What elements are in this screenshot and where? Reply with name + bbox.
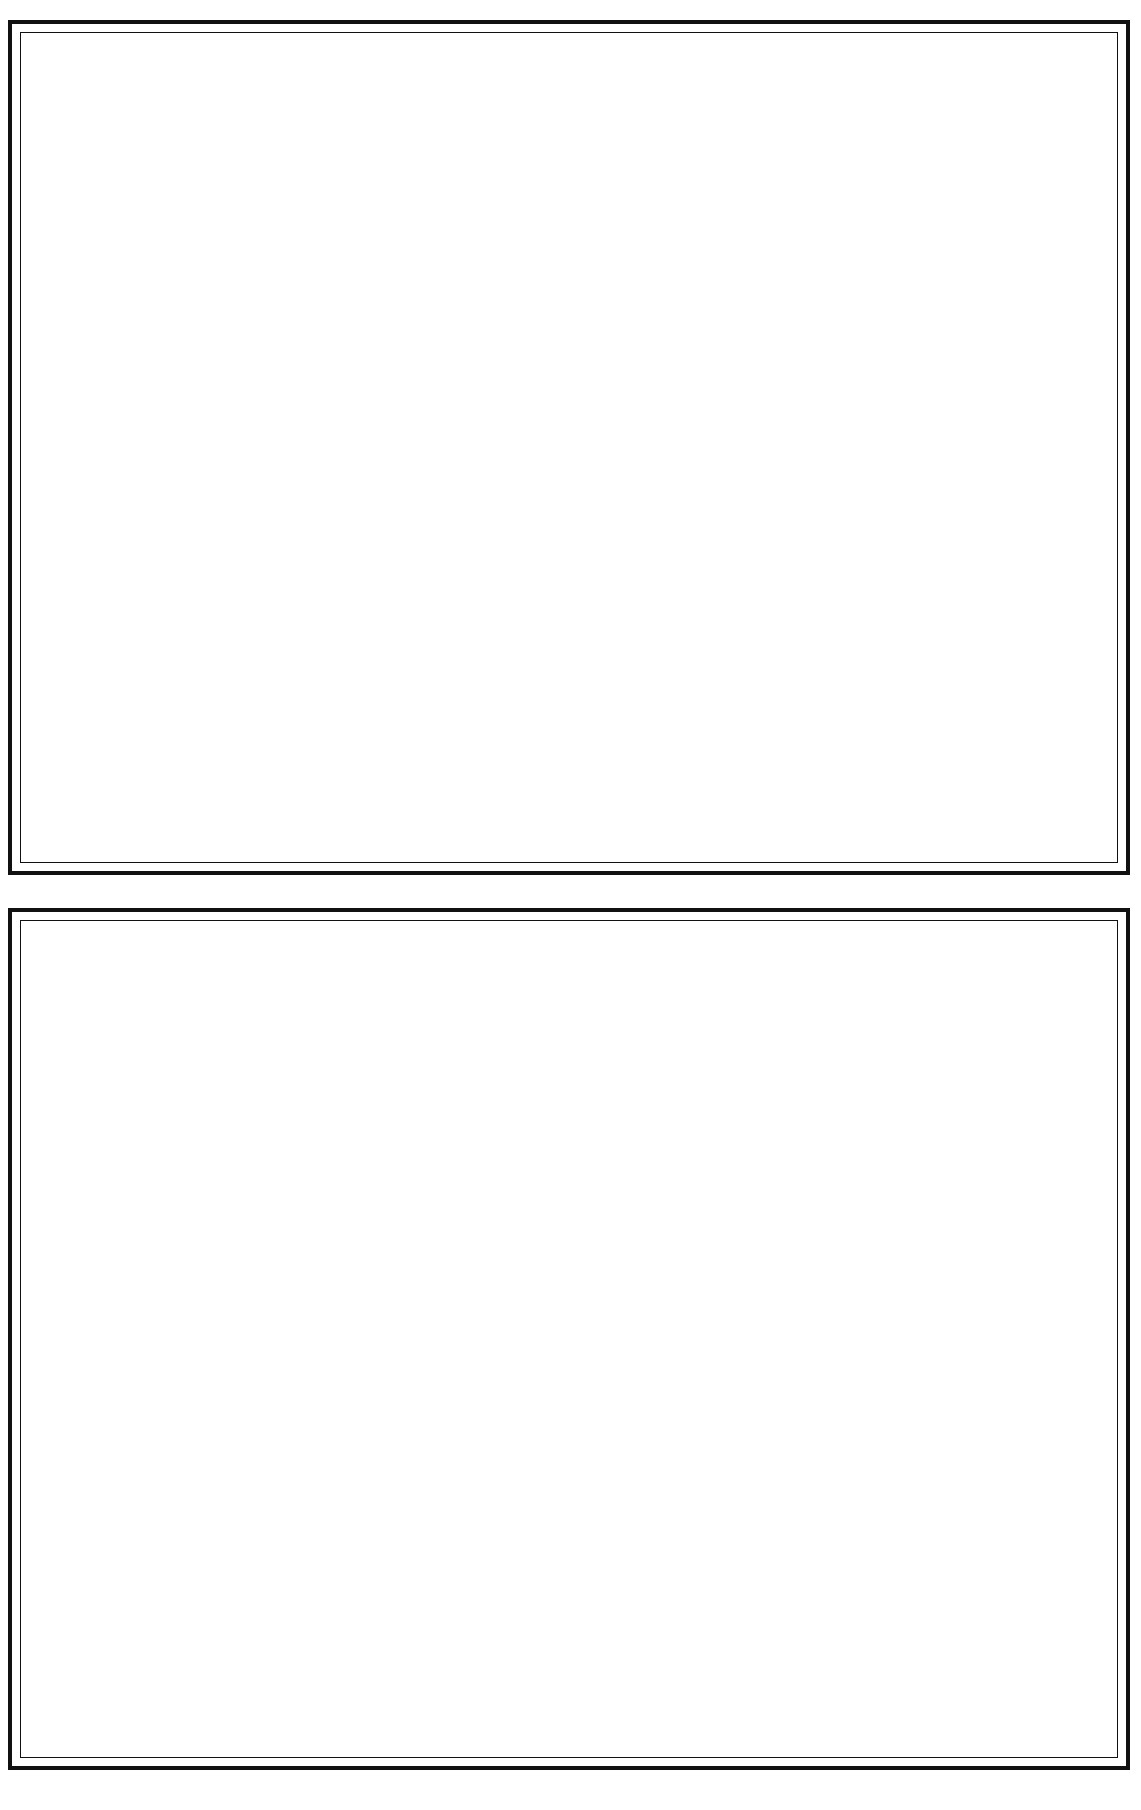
bottom-page-frame bbox=[8, 908, 1130, 1770]
top-page-text-block bbox=[20, 32, 1118, 863]
top-page-frame bbox=[8, 20, 1130, 875]
bottom-page-text-block bbox=[20, 920, 1118, 1758]
